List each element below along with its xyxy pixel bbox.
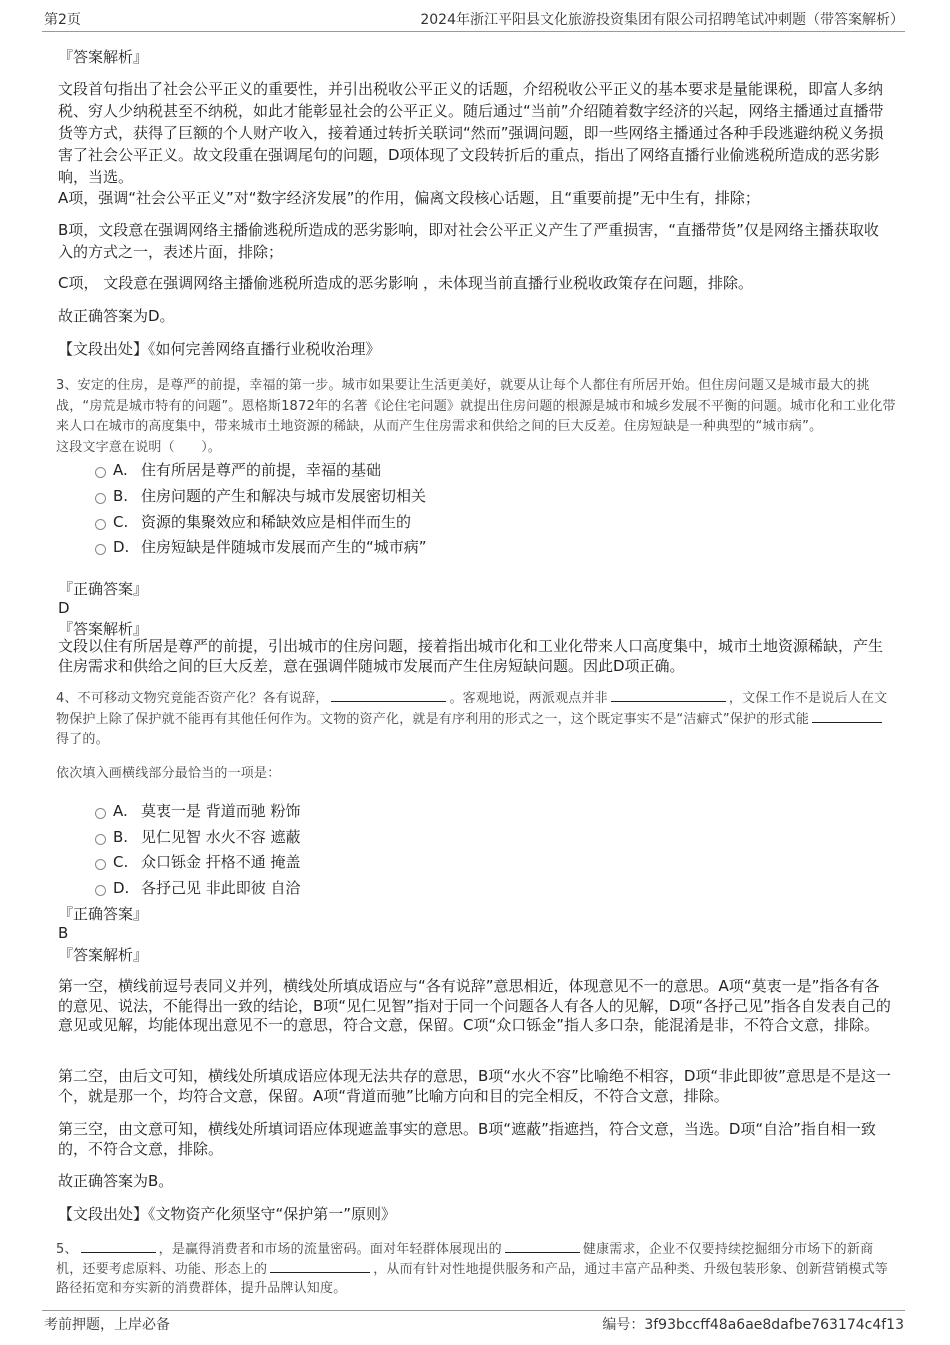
q3-option-c[interactable] (95, 512, 411, 532)
option-b-analysis: B项，文段意在强调网络主播偷逃税所造成的恶劣影响，即对社会公平正义产生了严重损害，“直播带货”仅是网络主播获取收入的方式之一，表述片面，排除； (58, 221, 879, 261)
correct-answer-label: 『正确答案』 (58, 905, 149, 923)
question-5-stem (56, 1240, 896, 1299)
radio-icon[interactable] (95, 859, 106, 870)
conclusion: 故正确答案为B。 (58, 1172, 174, 1190)
option-c-analysis: C项， 文段意在强调网络主播偷逃税所造成的恶劣影响 ，未体现当前直播行业税收政策存在问题，排除。 (58, 274, 754, 292)
q4-option-c[interactable] (95, 852, 301, 872)
stem-text: 3、安定的住房，是尊严的前提，幸福的第一步。城市如果要让生活更美好，就要从让每个人都住有所居开始。但住房问题又是城市最大的挑战，“房荒是城市特有的问题”。恩格斯1872年的名著《论住宅问题》就提出住房问题的根源是城市和城乡发展不平衡的问题。城市化和工业化带来人口在城市的高度集中，带来城市土地资源的稀缺，从而产生住房需求和供给之间的巨大反差。住房短缺是一种典型的“城市病”。 (56, 378, 896, 434)
question-3-stem (56, 376, 896, 458)
blank-3 (812, 710, 882, 723)
option-text: 见仁见智 水火不容 遮蔽 (141, 828, 301, 846)
source: 【文段出处】《如何完善网络直播行业税收治理》 (58, 340, 381, 358)
option-label: D. (113, 538, 130, 556)
correct-answer: B (58, 924, 69, 942)
radio-icon[interactable] (95, 834, 106, 845)
radio-icon[interactable] (95, 885, 106, 896)
option-text: 住房短缺是伴随城市发展而产生的“城市病” (141, 538, 427, 556)
stem-text: ，是赢得消费者和市场的流量密码。面对年轻群体展现出的 (158, 1242, 502, 1257)
footer-divider (42, 1310, 905, 1311)
radio-icon[interactable] (95, 519, 106, 530)
option-label: B. (113, 828, 129, 846)
option-label: B. (113, 487, 129, 505)
correct-answer: D (58, 599, 70, 617)
option-label: C. (113, 513, 129, 531)
analysis-paragraph: 文段首句指出了社会公平正义的重要性，并引出税收公平正义的话题，介绍税收公平正义的基本要求是量能课税，即富人多纳税、穷人少纳税甚至不纳税，如此才能彰显社会的公平正义。随后通过“当前”介绍随着数字经济的兴起，网络主播通过直播带货等方式，获得了巨额的个人财产收入，接着通过转折关联词“然而”强调问题，即一些网络主播通过各种手段逃避纳税义务损害了社会公平正义。故文段重在强调尾句的问题，D项体现了文段转折后的重点，指出了网络直播行业偷逃税所造成的恶劣影响，当选。 (58, 80, 884, 186)
option-a-analysis: A项，强调“社会公平正义”对“数字经济发展”的作用，偏离文段核心话题，且“重要前提”无中生有，排除； (58, 189, 760, 207)
question-4-ask: 依次填入画横线部分最恰当的一项是： (56, 766, 281, 781)
source: 【文段出处】《文物资产化须坚守“保护第一”原则》 (58, 1205, 397, 1223)
option-text: 各抒己见 非此即彼 自洽 (141, 879, 301, 897)
analysis-label: 『答案解析』 (58, 620, 149, 638)
radio-icon[interactable] (95, 808, 106, 819)
q3-option-b[interactable] (95, 486, 426, 506)
stem-ask: 这段文字意在说明（ ）。 (56, 439, 222, 455)
q4-option-a[interactable] (95, 801, 301, 821)
option-label: A. (113, 802, 128, 820)
blank-1 (331, 689, 446, 702)
blank-3 (270, 1260, 370, 1273)
correct-answer-label: 『正确答案』 (58, 580, 149, 598)
option-label: D. (113, 879, 130, 897)
analysis-paragraph: 文段以住有所居是尊严的前提，引出城市的住房问题，接着指出城市化和工业化带来人口高度集中，城市土地资源稀缺，产生住房需求和供给之间的巨大反差，意在强调伴随城市发展而产生住房短缺问题。因此D项正确。 (58, 637, 884, 675)
analysis-blank-1: 第一空，横线前逗号表同义并列，横线处所填成语应与“各有说辞”意思相近，体现意见不一的意思。A项“莫衷一是”指各有各的意见、说法，不能得出一致的结论，B项“见仁见智”指对于同一个问题各人有各人的见解，D项“各抒己见”指各自发表自己的意见或见解，均能体现出意见不一的意思，符合文意，保留。C项“众口铄金”指人多口杂，能混淆是非，不符合文意，排除。 (58, 977, 891, 1034)
blank-1 (81, 1240, 156, 1253)
header-divider (42, 31, 905, 32)
option-text: 资源的集聚效应和稀缺效应是相伴而生的 (141, 513, 412, 531)
analysis-label: 『答案解析』 (58, 946, 149, 964)
radio-icon[interactable] (95, 467, 106, 478)
option-text: 住房问题的产生和解决与城市发展密切相关 (141, 487, 427, 505)
analysis-blank-3: 第三空，由文意可知，横线处所填词语应体现遮盖事实的意思。B项“遮蔽”指遮挡，符合文意，当选。D项“自洽”指自相一致的，不符合文意，排除。 (58, 1120, 876, 1158)
analysis-label: 『答案解析』 (58, 48, 149, 66)
analysis-blank-2: 第二空，由后文可知，横线处所填成语应体现无法共存的意思，B项“水火不容”比喻绝不相容，D项“非此即彼”意思是不是这一个，就是那一个，均符合文意，保留。A项“背道而驰”比喻方向和目的完全相反，不符合文意，排除。 (58, 1067, 891, 1105)
question-4-stem (56, 689, 896, 751)
stem-text: 。客观地说，两派观点并非 (449, 691, 608, 706)
radio-icon[interactable] (95, 544, 106, 555)
option-text: 住有所居是尊严的前提，幸福的基础 (141, 461, 382, 479)
option-label: A. (113, 461, 128, 479)
stem-text: ，文保工作不是说后人在文物保护上除了保护就不能再有其他任何作为。文物的资产化，就是有序利用的形式之一，这个既定事实不是“洁癖式”保护的形式能 (56, 691, 888, 727)
page-number: 第2页 (44, 12, 81, 28)
q4-option-d[interactable] (95, 878, 301, 898)
footer-slogan: 考前押题，上岸必备 (44, 1317, 170, 1333)
stem-text: 5、 (56, 1242, 78, 1257)
stem-text: 健康需求，企业不仅要持续挖掘细分市场下的新商机，还要考虑原料、功能、形态上的 (56, 1242, 874, 1277)
q4-option-b[interactable] (95, 827, 301, 847)
option-text: 众口铄金 扞格不通 掩盖 (141, 853, 301, 871)
stem-text: 得了的。 (56, 732, 109, 747)
q3-option-a[interactable] (95, 460, 381, 480)
blank-2 (505, 1240, 580, 1253)
document-id: 编号：3f93bccff48a6ae8dafbe763174c4f13 (602, 1317, 904, 1333)
q3-option-d[interactable] (95, 537, 427, 557)
stem-text: 4、不可移动文物究竟能否资产化？各有说辞， (56, 691, 329, 706)
radio-icon[interactable] (95, 493, 106, 504)
option-label: C. (113, 853, 129, 871)
option-text: 莫衷一是 背道而驰 粉饰 (141, 802, 301, 820)
document-title: 2024年浙江平阳县文化旅游投资集团有限公司招聘笔试冲刺题（带答案解析） (420, 12, 904, 28)
blank-2 (611, 689, 726, 702)
conclusion: 故正确答案为D。 (58, 307, 175, 325)
stem-text: ，从而有针对性地提供服务和产品，通过丰富产品种类、升级包装形象、创新营销模式等路径拓宽和夯实新的消费群体，提升品牌认知度。 (56, 1261, 889, 1296)
